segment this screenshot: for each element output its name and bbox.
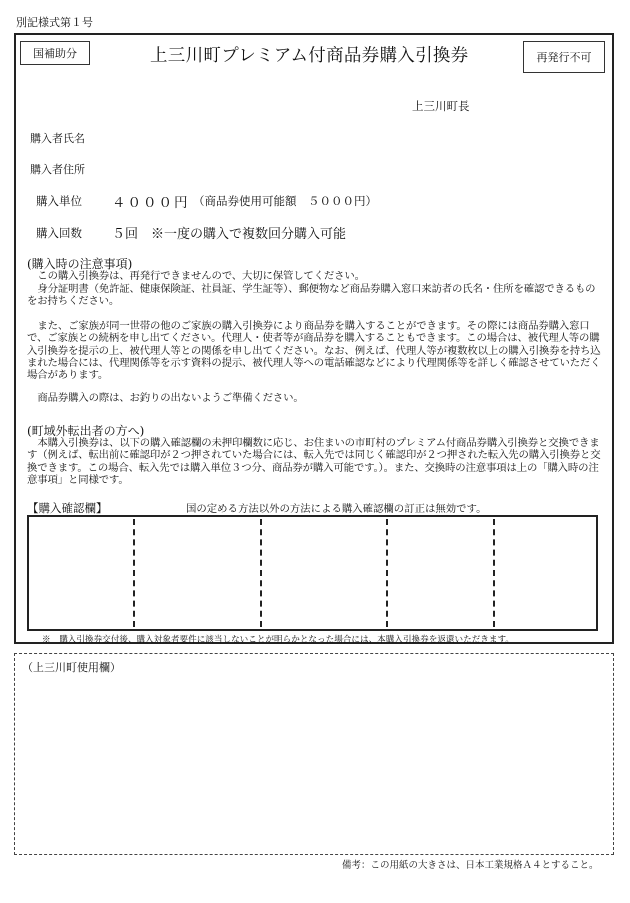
- town-use-area: [14, 653, 614, 855]
- purchase-count-label: 購入回数: [36, 226, 82, 240]
- buyer-name-label: 購入者氏名: [30, 132, 85, 145]
- purchase-unit-value: ４０００円: [112, 195, 190, 211]
- town-use-label: （上三川町使用欄）: [22, 661, 121, 674]
- purchase-note-paragraph: 商品券購入の際は、お釣りの出ないようご準備ください。: [37, 392, 304, 404]
- purchase-unit-note: （商品券使用可能額 ５０００円）: [193, 194, 377, 208]
- slot-divider: [133, 519, 135, 627]
- stamp-slot[interactable]: [29, 517, 142, 629]
- eligibility-footnote: ※ 購入引換券交付後、購入対象者要件に該当しないことが明らかとなった場合には、本購入引換券を返還いただきます。: [42, 635, 514, 645]
- slot-divider: [260, 519, 262, 627]
- stamp-slot[interactable]: [256, 517, 369, 629]
- purchase-notes-heading: (購入時の注意事項): [27, 257, 133, 271]
- paper-size-remark: 備考：この用紙の大きさは、日本工業規格Ａ４とすること。: [342, 860, 599, 871]
- purchase-count-value: ５回 ※一度の購入で複数回分購入可能: [112, 227, 347, 242]
- confirmation-stamp-box: [27, 515, 598, 631]
- slot-divider: [386, 519, 388, 627]
- purchase-note-paragraph: また、ご家族が同一世帯の他のご家族の購入引換券により商品券を購入することができます。その際には商品券購入窓口で、ご家族との続柄を申し出てください。代理人・使者等が商品券を購入することもできます。この場合は、被代理人等の購入引換券を提示の上、被代理人等との関係を申し出てください。なお、例えば、代理人等が複数枚以上の購入引換券を持ち込まれた場合には、代理関係等を示す資料の提示、被代理人等への電話確認などにより代理関係等を詳しく確認させていただく場合があります。: [27, 320, 601, 382]
- page-title: 上三川町プレミアム付商品券購入引換券: [150, 46, 469, 66]
- purchase-unit-label: 購入単位: [36, 194, 82, 208]
- transfer-note-paragraph: 本購入引換券は、以下の購入確認欄の未押印欄数に応じ、お住まいの市町村のプレミアム付商品券購入引換券と交換できます（例えば、転出前に確認印が２つ押されていた場合には、転入先では同じく確認印が２つ押された転入先の購入引換券と交換できます。この場合、転入先では購入単位３つ分、商品券が購入可能です。）。また、交換時の注意事項は上の「購入時の注意事項」と同様です。: [27, 437, 601, 486]
- transfer-notes-heading: (町域外転出者の方へ): [27, 424, 145, 438]
- no-reissue-badge: 再発行不可: [523, 41, 605, 73]
- stamp-slot[interactable]: [142, 517, 255, 629]
- purchase-note-paragraph: 身分証明書（免許証、健康保険証、社員証、学生証等）、郵便物など商品券購入窓口来訪者の氏名・住所を確認できるものをお持ちください。: [27, 283, 596, 308]
- purchase-note-paragraph: この購入引換券は、再発行できませんので、大切に保管してください。: [37, 270, 365, 282]
- stamp-slot[interactable]: [483, 517, 596, 629]
- confirmation-note: 国の定める方法以外の方法による購入確認欄の訂正は無効です。: [186, 503, 487, 515]
- issuer-name: 上三川町長: [412, 99, 470, 113]
- subsidy-badge: 国補助分: [20, 41, 90, 65]
- buyer-address-label: 購入者住所: [30, 163, 85, 176]
- confirmation-heading: 【購入確認欄】: [27, 501, 108, 515]
- slot-divider: [493, 519, 495, 627]
- form-number-label: 別記様式第１号: [16, 16, 93, 29]
